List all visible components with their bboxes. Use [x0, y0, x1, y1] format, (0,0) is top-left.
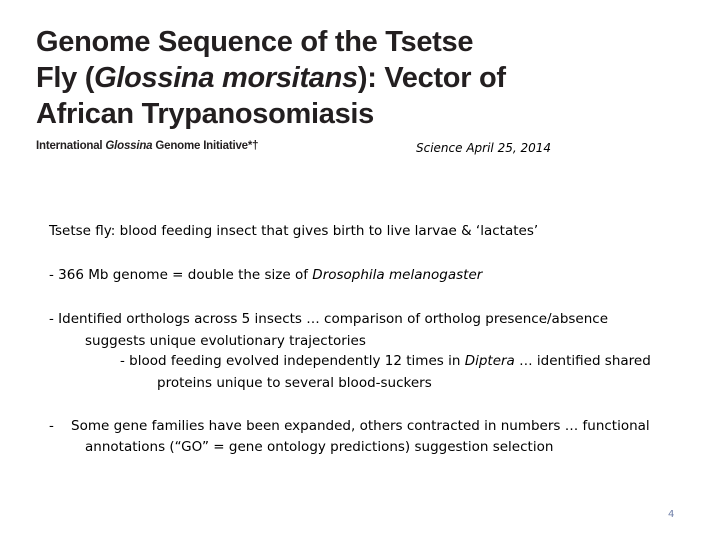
species-drosophila: Drosophila melanogaster [312, 267, 483, 283]
bullet-tsetse-fly: Tsetse fly: blood feeding insect that gives birth to live larvae & ‘lactates’ [49, 223, 539, 239]
bullet-gene-families-line-1: Some gene families have been expanded, others contracted in numbers … functional [71, 418, 650, 434]
page-number: 4 [668, 509, 675, 520]
title-line-3: African Trypanosomiasis [36, 98, 374, 130]
sub-bullet-blood-feeding [120, 350, 651, 372]
bullet-genome-size [49, 264, 482, 286]
bullet-genome-size-text: - 366 Mb genome = double the size of [49, 267, 313, 283]
bullet-orthologs-line-1: - Identified orthologs across 5 insects … comparison of ortholog presence/absence [49, 311, 609, 327]
author-line [36, 140, 258, 152]
author-prefix: International [36, 140, 106, 152]
title-line-2-suffix: ): Vector of [357, 62, 506, 94]
title-line-2-prefix: Fly ( [36, 62, 95, 94]
title-line-1: Genome Sequence of the Tsetse [36, 26, 474, 58]
citation: Science April 25, 2014 [416, 141, 552, 155]
author-suffix: Genome Initiative*† [152, 140, 259, 152]
bullet-gene-families-line-2: annotations (“GO” = gene ontology predictions) suggestion selection [85, 439, 554, 455]
author-genus: Glossina [105, 140, 153, 152]
bullet-orthologs-line-2: suggests unique evolutionary trajectories [85, 333, 366, 349]
sub-bullet-blood-feeding-prefix: - blood feeding evolved independently 12 times in [120, 353, 465, 369]
bullet-gene-families-dash: - [49, 418, 54, 434]
order-diptera: Diptera [464, 353, 515, 369]
sub-bullet-blood-feeding-suffix: … identified shared [514, 353, 651, 369]
article-title [36, 24, 556, 132]
title-species-name: Glossina morsitans [94, 62, 358, 94]
sub-bullet-blood-feeding-line-2: proteins unique to several blood-suckers [157, 375, 432, 391]
